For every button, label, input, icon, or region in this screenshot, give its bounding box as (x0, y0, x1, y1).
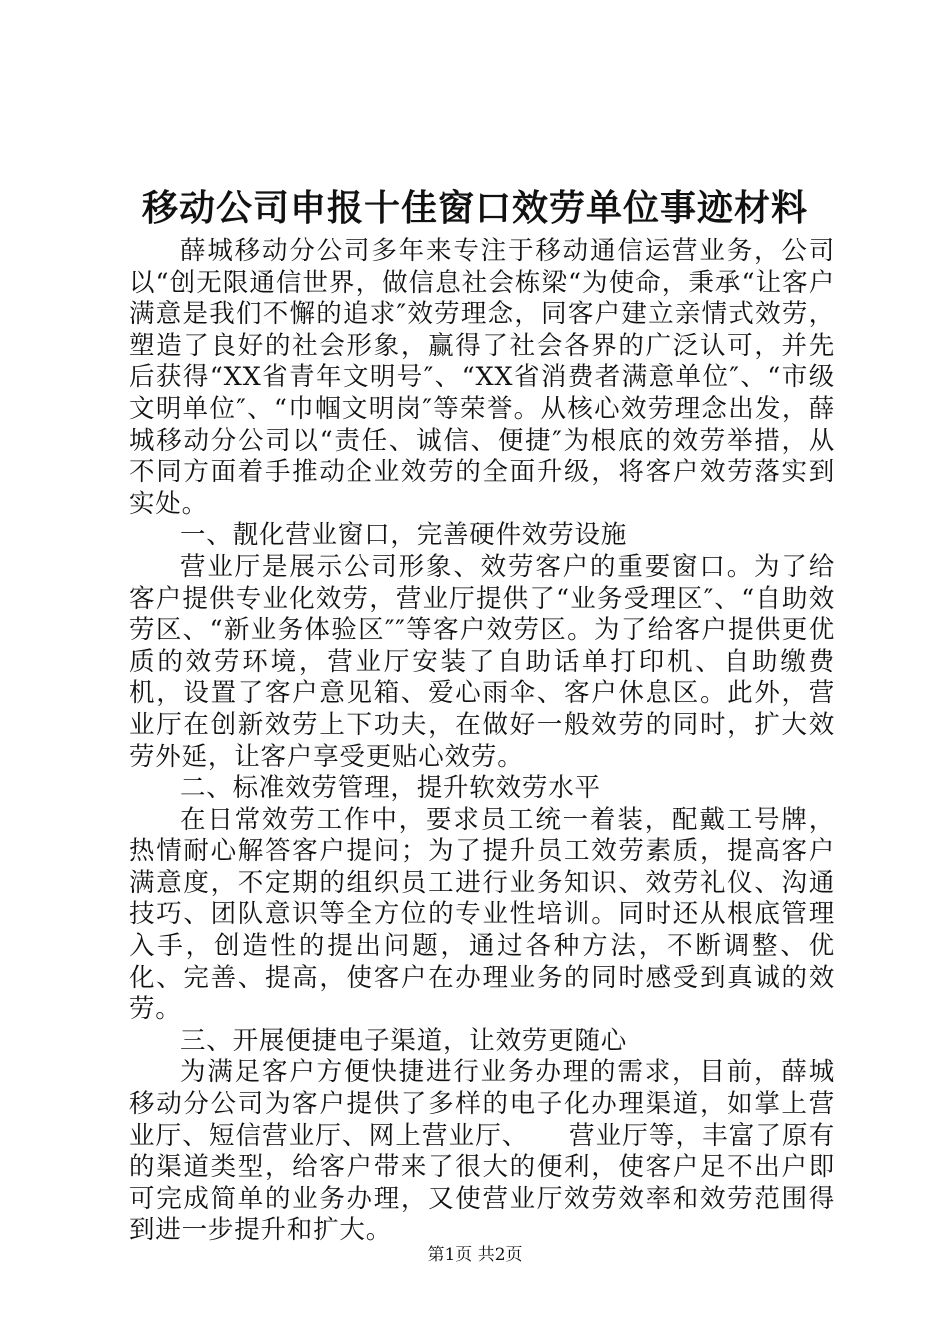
document-body (129, 236, 835, 1247)
paragraph-section-2: 在日常效劳工作中，要求员工统一着装，配戴工号牌，热情耐心解答客户提问；为了提升员工效劳素质，提高客户满意度，不定期的组织员工进行业务知识、效劳礼仪、沟通技巧、团队意识等全方位的专业性培训。同时还从根底管理入手，创造性的提出问题，通过各种方法，不断调整、优化、完善、提高，使客户在办理业务的同时感受到真诚的效劳。 (129, 804, 835, 1025)
paragraph-section-3: 为满足客户方便快捷进行业务办理的需求，目前，薛城移动分公司为客户提供了多样的电子化办理渠道，如掌上营业厅、短信营业厅、网上营业厅、 营业厅等，丰富了原有的渠道类型，给客户带来了很大的便利，使客户足不出户即可完成简单的业务办理，又使营业厅效劳效率和效劳范围得到进一步提升和扩大。 (129, 1057, 835, 1246)
section-heading-2: 二、标准效劳管理，提升软效劳水平 (180, 773, 601, 804)
paragraph-section-1: 营业厅是展示公司形象、效劳客户的重要窗口。为了给客户提供专业化效劳，营业厅提供了“业务受理区″、“自助效劳区、“新业务体验区″″等客户效劳区。为了给客户提供更优质的效劳环境，营业厅安装了自助话单打印机、自助缴费机，设置了客户意见箱、爱心雨伞、客户休息区。此外，营业厅在创新效劳上下功夫，在做好一般效劳的同时，扩大效劳外延，让客户享受更贴心效劳。 (129, 551, 835, 772)
section-heading-1: 一、靓化营业窗口，完善硬件效劳设施 (180, 520, 628, 551)
section-heading-3: 三、开展便捷电子渠道，让效劳更随心 (180, 1025, 628, 1056)
paragraph-intro: 薛城移动分公司多年来专注于移动通信运营业务，公司以“创无限通信世界，做信息社会栋梁“为使命，秉承“让客户满意是我们不懈的追求″效劳理念，同客户建立亲情式效劳，塑造了良好的社会形象，赢得了社会各界的广泛认可，并先后获得“XX省青年文明号″、“XX省消费者满意单位″、“市级文明单位″、“巾帼文明岗″等荣誉。从核心效劳理念出发，薛城移动分公司以“责任、诚信、便捷″为根底的效劳举措，从不同方面着手推动企业效劳的全面升级，将客户效劳落实到实处。 (129, 236, 835, 519)
page-number-footer: 第1页 共2页 (427, 1245, 523, 1265)
document-title: 移动公司申报十佳窗口效劳单位事迹材料 (141, 187, 808, 229)
